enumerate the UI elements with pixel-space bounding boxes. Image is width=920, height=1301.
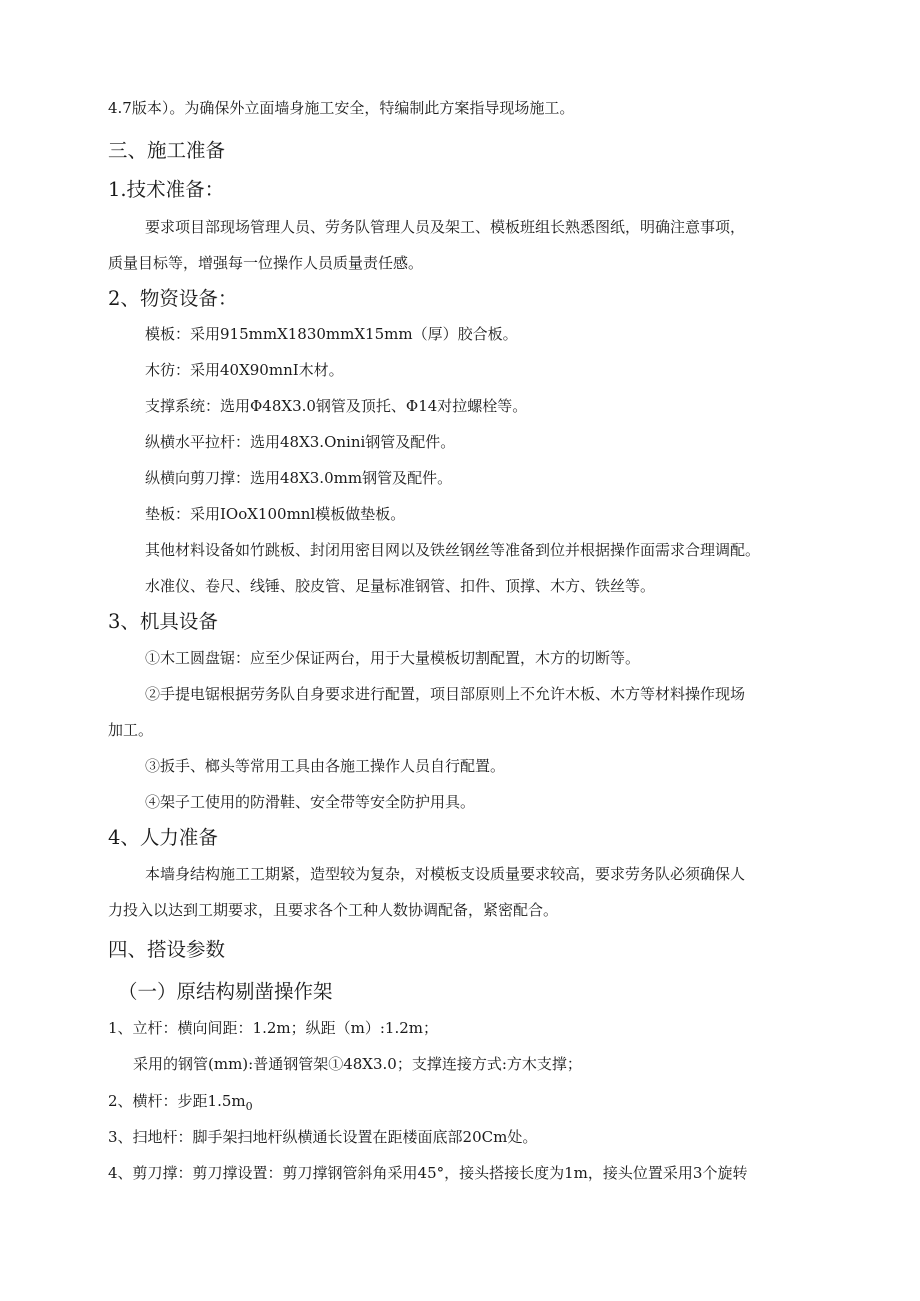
materials-item-tie-bar: 纵横水平拉杆：选用48X3.Onini钢管及配件。 [145, 433, 456, 451]
section-4-heading: 四、搭设参数 [108, 938, 226, 961]
materials-item-other: 其他材料设备如竹跳板、封闭用密目网以及铁丝钢丝等准备到位并根据操作面需求合理调配。 [145, 541, 761, 559]
param-scissor-brace: 4、剪刀撑：剪刀撑设置：剪刀撑钢管斜角采用45°，接头搭接长度为1m，接头位置采用3个旋转 [108, 1164, 748, 1182]
tools-item-safety: ④架子工使用的防滑鞋、安全带等安全防护用具。 [145, 793, 476, 811]
tools-heading: 3、机具设备 [108, 610, 218, 633]
tools-item-electric-saw-cont: 加工。 [108, 721, 154, 739]
materials-item-base-plate: 垫板：采用IOoX100mnl模板做垫板。 [145, 505, 406, 523]
tools-item-wrench: ③扳手、榔头等常用工具由各施工操作人员自行配置。 [145, 757, 506, 775]
materials-item-instruments: 水准仪、卷尺、线锤、胶皮管、足量标准钢管、扣件、顶撑、木方、铁丝等。 [145, 577, 656, 595]
subsection-1-heading: （一）原结构剔凿操作架 [118, 980, 333, 1003]
tools-item-saw: ①木工圆盘锯：应至少保证两台，用于大量模板切割配置，木方的切断等。 [145, 649, 641, 667]
tech-prep-heading: 1.技术准备： [108, 178, 225, 201]
labor-heading: 4、人力准备 [108, 826, 218, 849]
param-crossbar [108, 1094, 253, 1112]
materials-item-support: 支撑系统：选用Φ48X3.0钢管及顶托、Φ14对拉螺栓等。 [145, 397, 528, 415]
intro-continuation: 4.7版本）。为确保外立面墙身施工安全，特编制此方案指导现场施工。 [108, 99, 575, 117]
labor-line-1: 本墙身结构施工工期紧，造型较为复杂，对模板支设质量要求较高，要求劳务队必须确保人 [145, 865, 746, 883]
materials-item-formwork: 模板：采用915mmX1830mmX15mm（厚）胶合板。 [145, 325, 518, 343]
materials-heading: 2、物资设备： [108, 287, 238, 310]
param-crossbar-subscript: 0 [245, 1100, 253, 1113]
tools-item-electric-saw: ②手提电锯根据劳务队自身要求进行配置，项目部原则上不允许木板、木方等材料操作现场 [145, 685, 746, 703]
param-upright: 1、立杆：横向间距：1.2m；纵距（m）:1.2m； [108, 1019, 438, 1037]
materials-item-timber: 木彷：采用40X90mnI木材。 [145, 361, 344, 379]
param-steel-pipe: 采用的钢管(mm):普通钢管架①48X3.0；支撑连接方式:方木支撑； [133, 1055, 582, 1073]
param-crossbar-text: 2、横杆：步距1.5m [108, 1092, 246, 1110]
labor-line-2: 力投入以达到工期要求，且要求各个工种人数协调配备，紧密配合。 [108, 901, 559, 919]
materials-item-scissor-brace: 纵横向剪刀撑：选用48X3.0mm钢管及配件。 [145, 469, 453, 487]
tech-prep-line-1: 要求项目部现场管理人员、劳务队管理人员及架工、模板班组长熟悉图纸，明确注意事项， [145, 218, 746, 236]
section-3-heading: 三、施工准备 [108, 139, 226, 162]
tech-prep-line-2: 质量目标等，增强每一位操作人员质量责任感。 [108, 254, 424, 272]
param-sweep-bar: 3、扫地杆：脚手架扫地杆纵横通长设置在距楼面底部20Cm处。 [108, 1128, 538, 1146]
